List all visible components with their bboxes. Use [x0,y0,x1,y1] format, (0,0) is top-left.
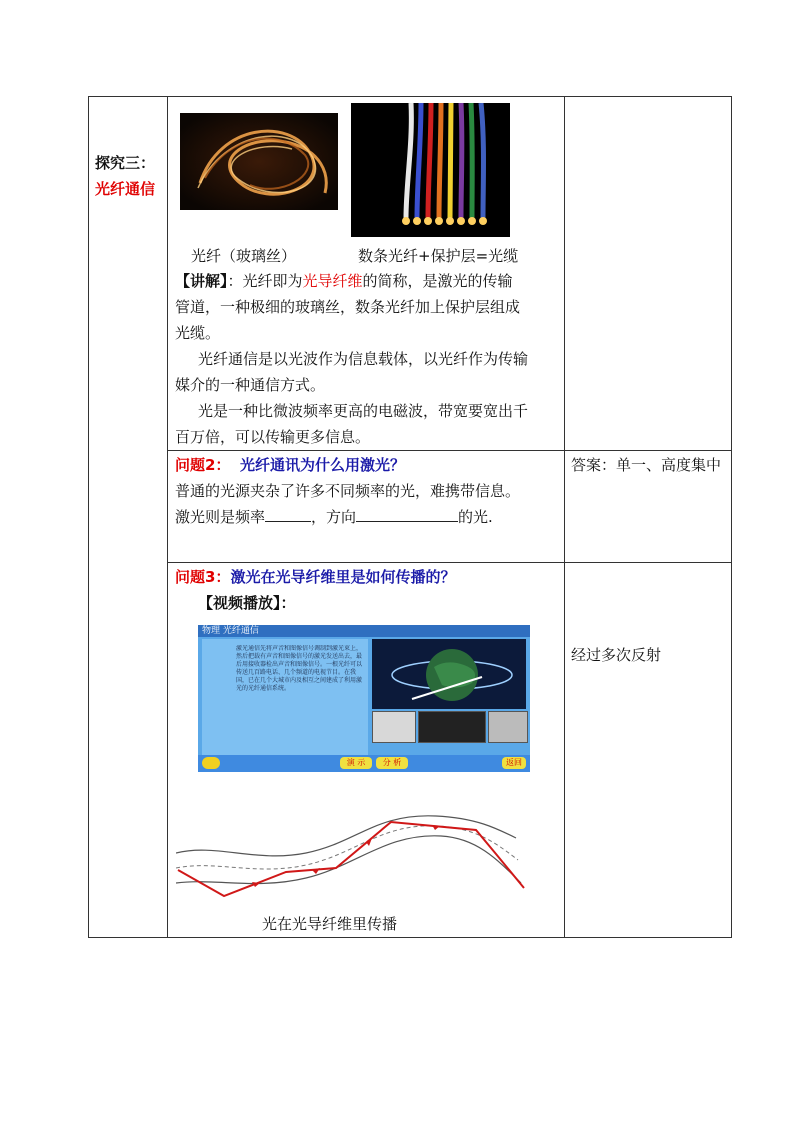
video-demo-button[interactable]: 演 示 [340,757,372,769]
lecture-p3-line-2: 百万倍，可以传输更多信息。 [175,428,371,446]
blank-frequency[interactable] [265,507,311,522]
term-highlight: 光导纤维 [302,272,363,290]
table-row-divider-2 [167,562,731,563]
section-label: 探究三： [95,154,156,172]
q3-answer: 经过多次反射 [571,646,662,664]
lecture-line-1: 【讲解】：光纤即为光导纤维的简称，是激光的传输 [175,272,513,290]
video-logo-icon [202,757,220,769]
table-col-divider-1 [167,96,168,937]
lecture-p2-line-2: 媒介的一种通信方式。 [175,376,326,394]
lecture-p2-line-1: 光纤通信是以光波作为信息载体，以光纤作为传输 [198,350,529,368]
q3-question: 激光在光导纤维里是如何传播的？ [230,568,456,586]
video-title-text: 物理 光纤通信 [202,626,259,636]
video-tag: 【视频播放】： [198,594,296,612]
q3-number: 问题3： [175,568,231,586]
video-back-button[interactable]: 返回 [502,757,526,769]
q2-line-1: 普通的光源夹杂了许多不同频率的光，难携带信息。 [175,482,521,500]
lecture-line-3: 光缆。 [175,324,221,342]
globe-image [372,639,526,709]
video-thumb-1 [372,711,416,743]
video-body-text: 激光通信先将声音和图像信号调制到激光束上，然后把载有声音和图像信号的激光发送出去，最后用接收器检出声音和图像信号。一根光纤可以传送几百路电话、几个频道的电视节目。在我国，已在几个大城市内及相互之间建成了利用激光的光纤通信系统。 [236,645,363,692]
table-row-divider-1 [167,450,731,451]
fiber-cable-photo [351,103,510,237]
fiber-caption: 光纤（玻璃丝） [191,247,297,265]
cable-caption: 数条光纤+保护层=光缆 [358,247,519,265]
table-col-divider-2 [564,96,565,937]
q2-heading [175,452,405,478]
q2-answer: 答案：单一、高度集中 [571,456,722,474]
lecture-tag: 【讲解】 [175,272,228,290]
section-title: 光纤通信 [95,180,156,198]
diagram-caption: 光在光导纤维里传播 [262,915,398,933]
fiber-outer-top [176,816,516,856]
video-analyze-button[interactable]: 分 析 [376,757,408,769]
light-ray-path [178,822,524,896]
video-thumb-2 [418,711,486,743]
blank-direction[interactable] [356,507,458,522]
fiber-outer-bottom [176,836,521,884]
fiber-glass-photo [180,113,338,210]
fiber-propagation-diagram [176,808,528,903]
video-screenshot[interactable] [198,625,530,772]
q2-number: 问题2： [175,456,231,474]
lecture-p3-line-1: 光是一种比微波频率更高的电磁波，带宽要宽出千 [198,402,529,420]
q3-heading [175,564,455,590]
q2-question: 光纤通讯为什么用激光？ [239,456,405,474]
lecture-line-2: 管道，一种极细的玻璃丝，数条光纤加上保护层组成 [175,298,521,316]
video-thumb-3 [488,711,528,743]
q2-line-2: 激光则是频率 ，方向 的光. [175,508,493,526]
